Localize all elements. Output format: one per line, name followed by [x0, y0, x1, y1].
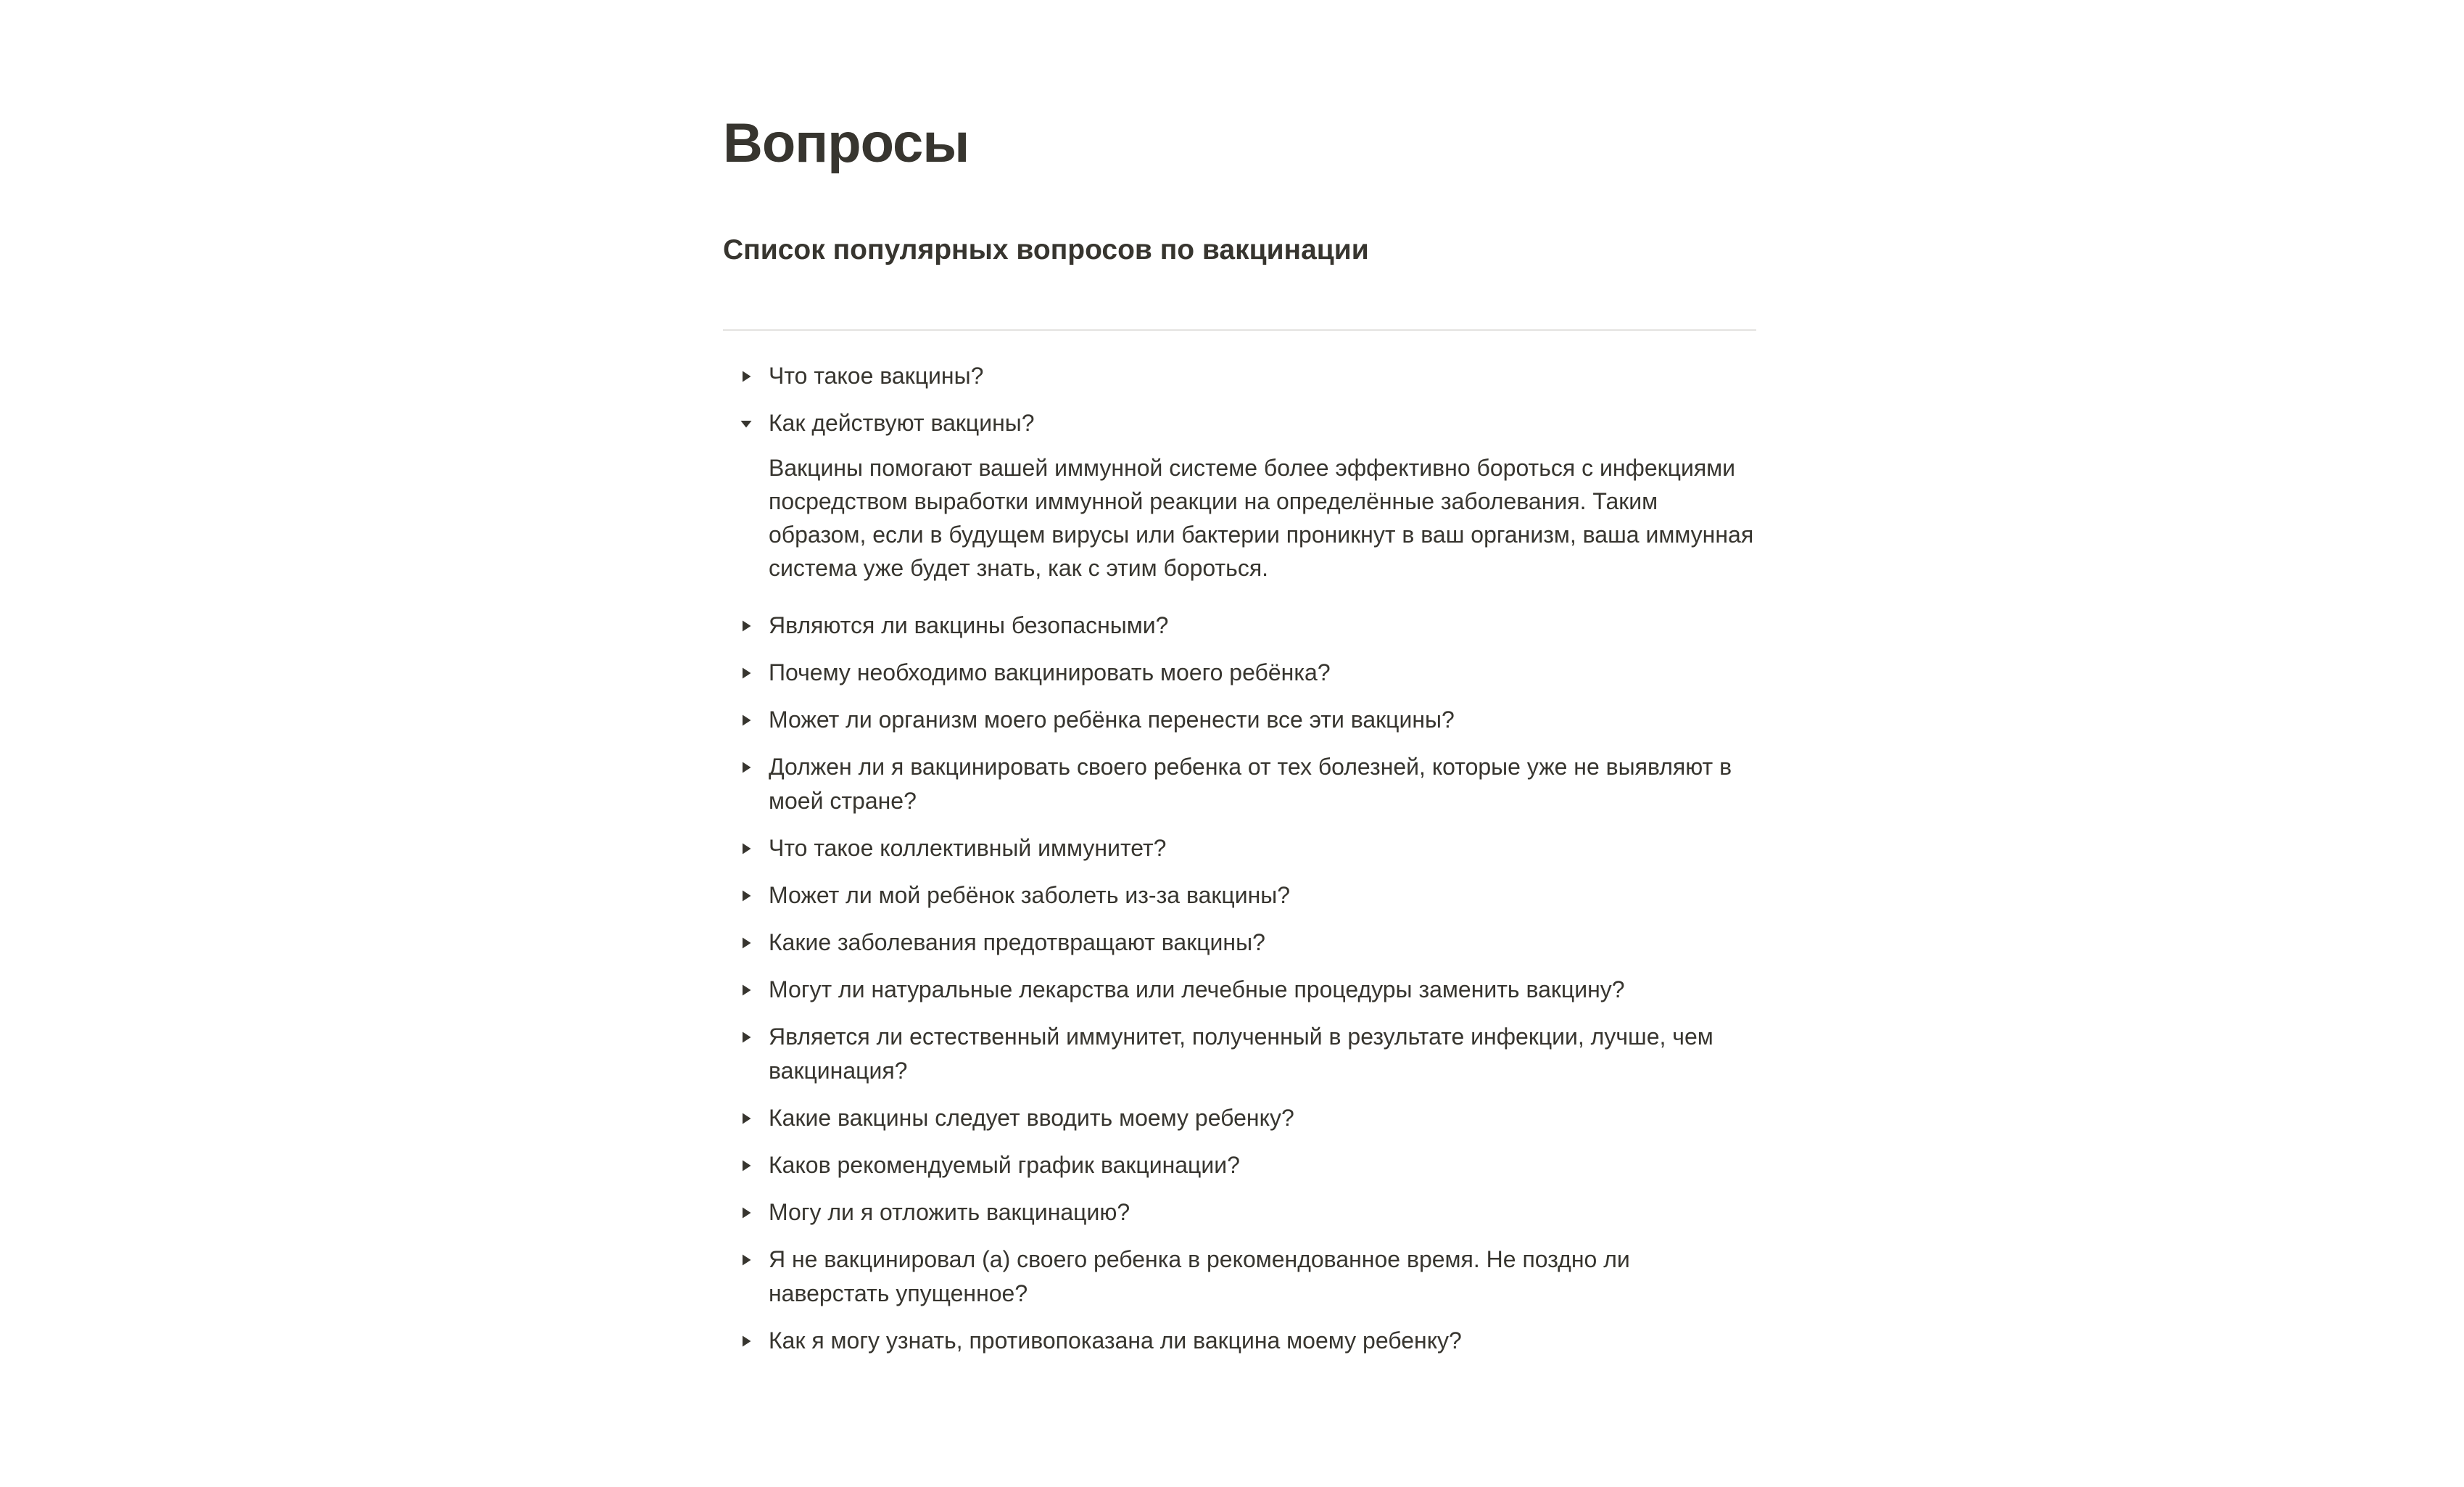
toggle-row[interactable]	[723, 602, 1756, 649]
toggle-row[interactable]	[723, 1189, 1756, 1236]
toggle-question-text: Может ли организм моего ребёнка перенести все эти вакцины?	[769, 707, 1455, 733]
toggle-item	[723, 966, 1756, 1013]
toggle-row[interactable]	[723, 696, 1756, 744]
toggle-item	[723, 744, 1756, 825]
toggle-question-text: Могу ли я отложить вакцинацию?	[769, 1199, 1130, 1225]
toggle-row[interactable]	[723, 1013, 1756, 1095]
toggle-item	[723, 825, 1756, 872]
toggle-row[interactable]	[723, 1142, 1756, 1189]
divider	[723, 329, 1756, 331]
toggle-item	[723, 400, 1756, 585]
toggle-collapsed-icon[interactable]	[723, 1195, 769, 1229]
toggle-collapsed-icon[interactable]	[723, 609, 769, 643]
toggle-row[interactable]	[723, 649, 1756, 696]
toggle-collapsed-icon[interactable]	[723, 1324, 769, 1358]
toggle-row[interactable]	[723, 1236, 1756, 1317]
toggle-row[interactable]	[723, 872, 1756, 919]
toggle-question-text: Какие вакцины следует вводить моему ребенку?	[769, 1105, 1294, 1131]
toggle-question-text: Я не вакцинировал (а) своего ребенка в рекомендованное время. Не поздно ли наверстать упущенное?	[769, 1246, 1630, 1306]
toggle-row[interactable]	[723, 966, 1756, 1013]
toggle-collapsed-icon[interactable]	[723, 973, 769, 1007]
toggle-collapsed-icon[interactable]	[723, 1243, 769, 1277]
toggle-question-text: Является ли естественный иммунитет, полученный в результате инфекции, лучше, чем вакцинация?	[769, 1023, 1713, 1084]
toggle-question-text: Как я могу узнать, противопоказана ли вакцина моему ребенку?	[769, 1327, 1462, 1354]
toggle-answer-text: Вакцины помогают вашей иммунной системе более эффективно бороться с инфекциями посредством выработки иммунной реакции на определённые заболевания. Таким образом, если в будущем вирусы или бактерии проникнут в ваш организм, ваша иммунная система уже будет знать, как с этим бороться.	[769, 455, 1754, 581]
toggle-expanded-icon[interactable]	[723, 406, 769, 440]
toggle-item	[723, 1317, 1756, 1364]
toggle-collapsed-icon[interactable]	[723, 359, 769, 393]
toggle-item	[723, 1095, 1756, 1142]
toggle-item	[723, 1013, 1756, 1095]
toggle-item	[723, 649, 1756, 696]
toggle-collapsed-icon[interactable]	[723, 878, 769, 913]
toggle-question-text: Должен ли я вакцинировать своего ребенка от тех болезней, которые уже не выявляют в моей стране?	[769, 754, 1732, 814]
toggle-collapsed-icon[interactable]	[723, 926, 769, 960]
faq-toggle-list	[723, 353, 1756, 1364]
toggle-collapsed-icon[interactable]	[723, 656, 769, 690]
toggle-question-text: Каков рекомендуемый график вакцинации?	[769, 1152, 1240, 1178]
toggle-question-text: Какие заболевания предотвращают вакцины?	[769, 929, 1265, 955]
toggle-row[interactable]	[723, 400, 1756, 447]
toggle-item	[723, 1189, 1756, 1236]
toggle-item	[723, 1142, 1756, 1189]
toggle-collapsed-icon[interactable]	[723, 831, 769, 865]
toggle-question-text: Как действуют вакцины?	[769, 410, 1035, 436]
toggle-row[interactable]	[723, 1317, 1756, 1364]
toggle-item	[723, 602, 1756, 649]
toggle-question-text: Что такое коллективный иммунитет?	[769, 835, 1167, 861]
toggle-row[interactable]	[723, 825, 1756, 872]
toggle-item	[723, 1236, 1756, 1317]
toggle-item	[723, 872, 1756, 919]
toggle-question-text: Могут ли натуральные лекарства или лечебные процедуры заменить вакцину?	[769, 976, 1625, 1002]
section-heading: Список популярных вопросов по вакцинации	[723, 234, 1369, 265]
toggle-row[interactable]	[723, 353, 1756, 400]
toggle-collapsed-icon[interactable]	[723, 1148, 769, 1182]
toggle-item	[723, 353, 1756, 400]
toggle-collapsed-icon[interactable]	[723, 1020, 769, 1054]
toggle-item	[723, 696, 1756, 744]
toggle-row[interactable]	[723, 1095, 1756, 1142]
document-page	[723, 0, 1756, 1364]
toggle-question-text: Что такое вакцины?	[769, 363, 984, 389]
toggle-question-text: Являются ли вакцины безопасными?	[769, 612, 1169, 638]
toggle-collapsed-icon[interactable]	[723, 750, 769, 784]
toggle-question-text: Почему необходимо вакцинировать моего ребёнка?	[769, 659, 1331, 685]
toggle-item	[723, 919, 1756, 966]
toggle-question-text: Может ли мой ребёнок заболеть из-за вакцины?	[769, 882, 1291, 908]
toggle-collapsed-icon[interactable]	[723, 703, 769, 737]
toggle-collapsed-icon[interactable]	[723, 1101, 769, 1135]
toggle-row[interactable]	[723, 744, 1756, 825]
page-title: Вопросы	[723, 112, 970, 174]
toggle-row[interactable]	[723, 919, 1756, 966]
